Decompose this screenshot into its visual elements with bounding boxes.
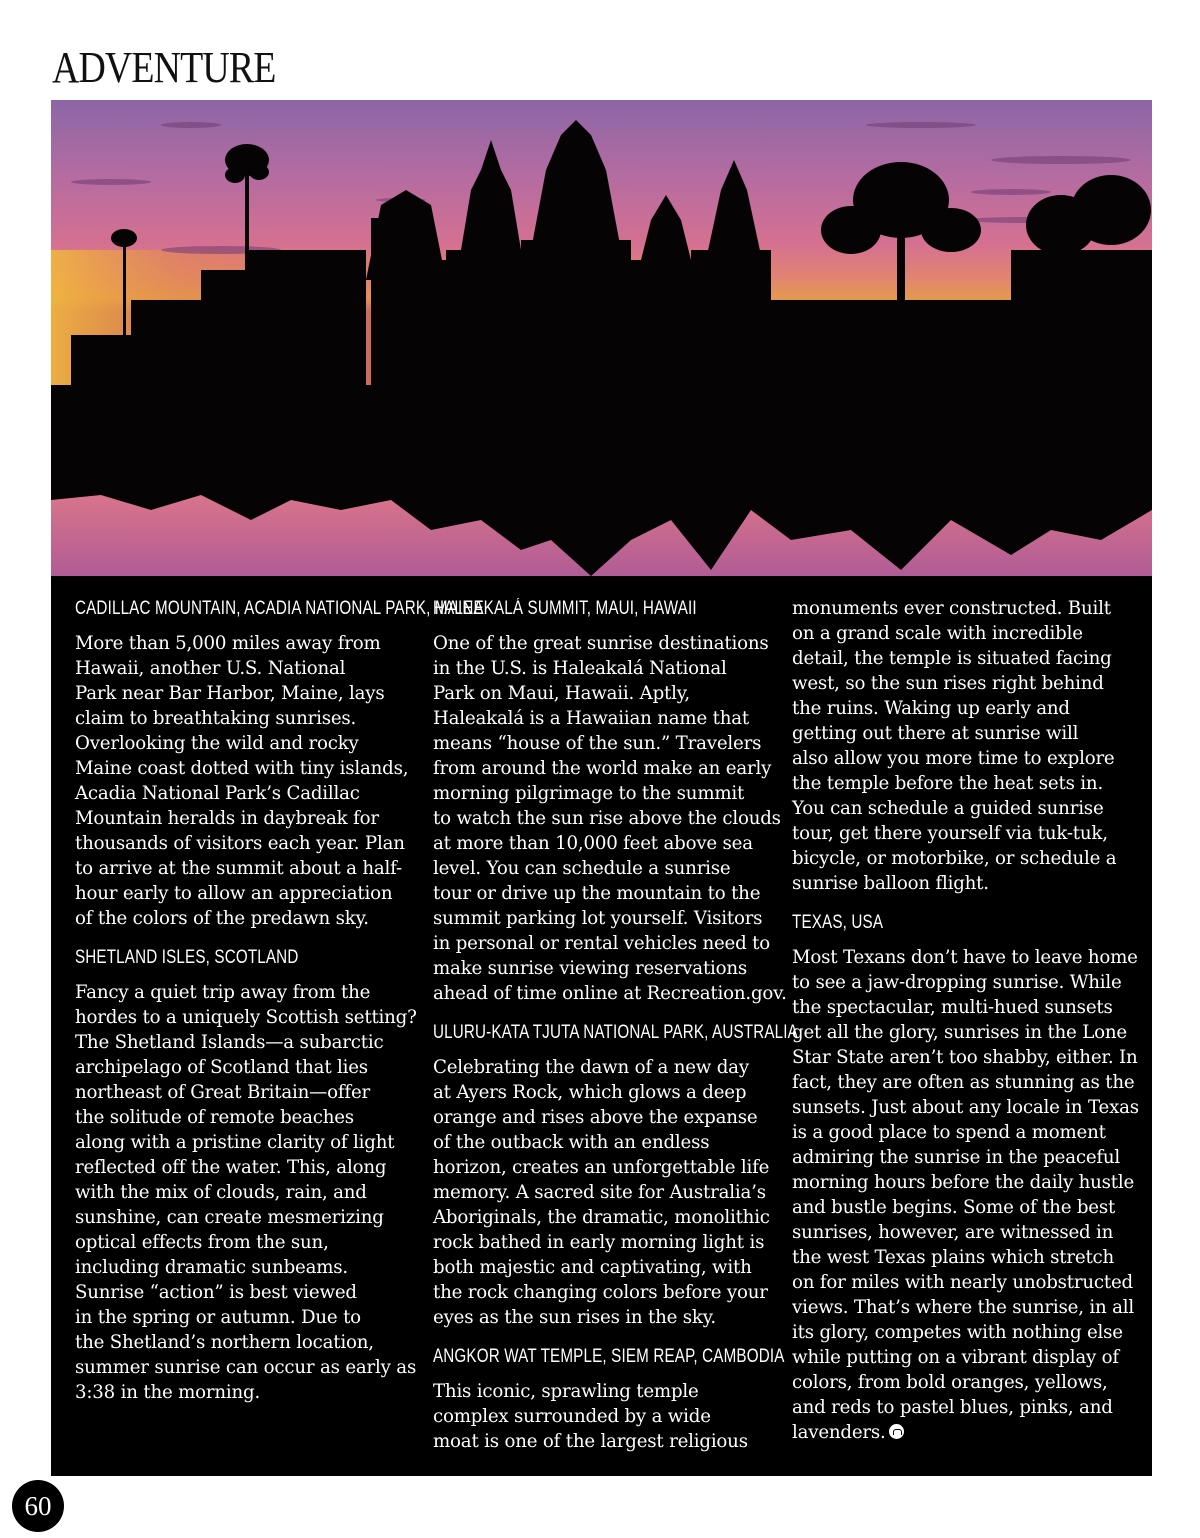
text-line: One of the great sunrise destinations (433, 633, 769, 654)
text-line: is a good place to spend a moment (792, 1122, 1106, 1143)
text-line: colors, from bold oranges, yellows, (792, 1372, 1108, 1393)
text-line: on for miles with nearly unobstructed (792, 1272, 1134, 1293)
body-paragraph (433, 631, 787, 1006)
text-line: reflected off the water. This, along (75, 1157, 387, 1178)
subsection-heading: ULURU-KATA TJUTA NATIONAL PARK, AUSTRALIA (433, 1022, 798, 1043)
text-line: the temple before the heat sets in. (792, 773, 1104, 794)
text-line: tour or drive up the mountain to the (433, 883, 761, 904)
text-line: moat is one of the largest religious (433, 1431, 748, 1452)
text-line: getting out there at sunrise will (792, 723, 1079, 744)
column-1 (75, 596, 484, 1419)
text-line: memory. A sacred site for Australia’s (433, 1182, 766, 1203)
text-line: bicycle, or motorbike, or schedule a (792, 848, 1117, 869)
article-body (51, 576, 1152, 1476)
body-paragraph (433, 1379, 773, 1454)
text-line: of the outback with an endless (433, 1132, 710, 1153)
text-line: hordes to a uniquely Scottish setting? (75, 1007, 417, 1028)
text-line: The Shetland Islands—a subarctic (75, 1032, 384, 1053)
text-line: at more than 10,000 feet above sea (433, 833, 753, 854)
text-line: the west Texas plains which stretch (792, 1247, 1115, 1268)
text-line: Park on Maui, Hawaii. Aptly, (433, 683, 691, 704)
text-line: to arrive at the summit about a half- (75, 858, 402, 879)
text-line: with the mix of clouds, rain, and (75, 1182, 367, 1203)
text-line: means “house of the sun.” Travelers (433, 733, 762, 754)
text-line: morning pilgrimage to the summit (433, 783, 745, 804)
text-line: get all the glory, sunrises in the Lone (792, 1022, 1127, 1043)
text-line: orange and rises above the expanse (433, 1107, 758, 1128)
text-line: the solitude of remote beaches (75, 1107, 354, 1128)
text-line: Park near Bar Harbor, Maine, lays (75, 683, 385, 704)
text-line: morning hours before the daily hustle (792, 1172, 1135, 1193)
text-line: views. That’s where the sunrise, in all (792, 1297, 1134, 1318)
body-paragraph (792, 945, 1139, 1445)
text-line: admiring the sunrise in the peaceful (792, 1147, 1121, 1168)
text-line: also allow you more time to explore (792, 748, 1115, 769)
text-line: Sunrise “action” is best viewed (75, 1282, 357, 1303)
text-line: ahead of time online at Recreation.gov. (433, 983, 787, 1004)
text-line: More than 5,000 miles away from (75, 633, 381, 654)
text-line: lavenders. (792, 1420, 1132, 1445)
text-line: from around the world make an early (433, 758, 772, 779)
text-line: and reds to pastel blues, pinks, and (792, 1397, 1113, 1418)
text-line: hour early to allow an appreciation (75, 883, 393, 904)
column-2 (433, 596, 798, 1468)
body-paragraph (75, 980, 415, 1405)
subsection-heading: SHETLAND ISLES, SCOTLAND (75, 947, 299, 968)
text-line: along with a pristine clarity of light (75, 1132, 395, 1153)
body-paragraph (75, 631, 415, 931)
text-line: the spectacular, multi-hued sunsets (792, 997, 1113, 1018)
text-line: summer sunrise can occur as early as (75, 1357, 417, 1378)
text-line: the rock changing colors before your (433, 1282, 768, 1303)
text-line: tour, get there yourself via tuk-tuk, (792, 823, 1108, 844)
text-line: Overlooking the wild and rocky (75, 733, 359, 754)
body-paragraph (433, 1055, 773, 1330)
subsection-heading: HALEAKALÁ SUMMIT, MAUI, HAWAII (433, 598, 697, 619)
text-line: You can schedule a guided sunrise (792, 798, 1104, 819)
text-line: Celebrating the dawn of a new day (433, 1057, 749, 1078)
text-line: to see a jaw-dropping sunrise. While (792, 972, 1122, 993)
text-line: to watch the sun rise above the clouds (433, 808, 781, 829)
text-line: sunrises, however, are witnessed in (792, 1222, 1114, 1243)
subsection-heading: CADILLAC MOUNTAIN, ACADIA NATIONAL PARK, MAINE (75, 598, 484, 619)
text-line: sunsets. Just about any locale in Texas (792, 1097, 1139, 1118)
text-line: the ruins. Waking up early and (792, 698, 1070, 719)
text-line: northeast of Great Britain—offer (75, 1082, 371, 1103)
text-line: Maine coast dotted with tiny islands, (75, 758, 409, 779)
text-line: Aboriginals, the dramatic, monolithic (433, 1207, 770, 1228)
text-line: make sunrise viewing reservations (433, 958, 748, 979)
text-line: Hawaii, another U.S. National (75, 658, 346, 679)
text-line: sunrise balloon flight. (792, 873, 989, 894)
text-line: monuments ever constructed. Built (792, 598, 1111, 619)
text-line: thousands of visitors each year. Plan (75, 833, 405, 854)
column-3 (792, 596, 1139, 1459)
text-line: in the U.S. is Haleakalá National (433, 658, 727, 679)
end-of-article-icon (889, 1424, 904, 1439)
text-line: complex surrounded by a wide (433, 1406, 711, 1427)
text-line: level. You can schedule a sunrise (433, 858, 731, 879)
angkor-wat-sunrise-image (51, 100, 1152, 576)
subsection-heading: TEXAS, USA (792, 912, 884, 933)
text-line: horizon, creates an unforgettable life (433, 1157, 770, 1178)
text-line: rock bathed in early morning light is (433, 1232, 765, 1253)
text-line: 3:38 in the morning. (75, 1382, 261, 1403)
section-title: ADVENTURE (52, 43, 276, 92)
text-line: in personal or rental vehicles need to (433, 933, 770, 954)
text-line: both majestic and captivating, with (433, 1257, 752, 1278)
text-line: fact, they are often as stunning as the (792, 1072, 1135, 1093)
page-number: 60 (12, 1480, 64, 1532)
text-line: This iconic, sprawling temple (433, 1381, 699, 1402)
text-line: Most Texans don’t have to leave home (792, 947, 1138, 968)
text-line: Fancy a quiet trip away from the (75, 982, 371, 1003)
text-line: the Shetland’s northern location, (75, 1332, 374, 1353)
text-line: Star State aren’t too shabby, either. In (792, 1047, 1138, 1068)
text-line: of the colors of the predawn sky. (75, 908, 369, 929)
text-line: its glory, competes with nothing else (792, 1322, 1123, 1343)
body-paragraph (792, 596, 1132, 896)
text-line: and bustle begins. Some of the best (792, 1197, 1116, 1218)
text-line: archipelago of Scotland that lies (75, 1057, 368, 1078)
hero-photo (51, 100, 1152, 576)
text-line: detail, the temple is situated facing (792, 648, 1112, 669)
text-line: at Ayers Rock, which glows a deep (433, 1082, 747, 1103)
text-line: sunshine, can create mesmerizing (75, 1207, 384, 1228)
text-line: Acadia National Park’s Cadillac (75, 783, 360, 804)
text-line: in the spring or autumn. Due to (75, 1307, 361, 1328)
text-line: while putting on a vibrant display of (792, 1347, 1119, 1368)
text-line: including dramatic sunbeams. (75, 1257, 348, 1278)
text-line: optical effects from the sun, (75, 1232, 329, 1253)
subsection-heading: ANGKOR WAT TEMPLE, SIEM REAP, CAMBODIA (433, 1346, 785, 1367)
text-line: west, so the sun rises right behind (792, 673, 1104, 694)
text-line: summit parking lot yourself. Visitors (433, 908, 763, 929)
text-line: eyes as the sun rises in the sky. (433, 1307, 716, 1328)
text-line: claim to breathtaking sunrises. (75, 708, 357, 729)
text-line: on a grand scale with incredible (792, 623, 1083, 644)
text-line: Mountain heralds in daybreak for (75, 808, 379, 829)
text-line: Haleakalá is a Hawaiian name that (433, 708, 749, 729)
